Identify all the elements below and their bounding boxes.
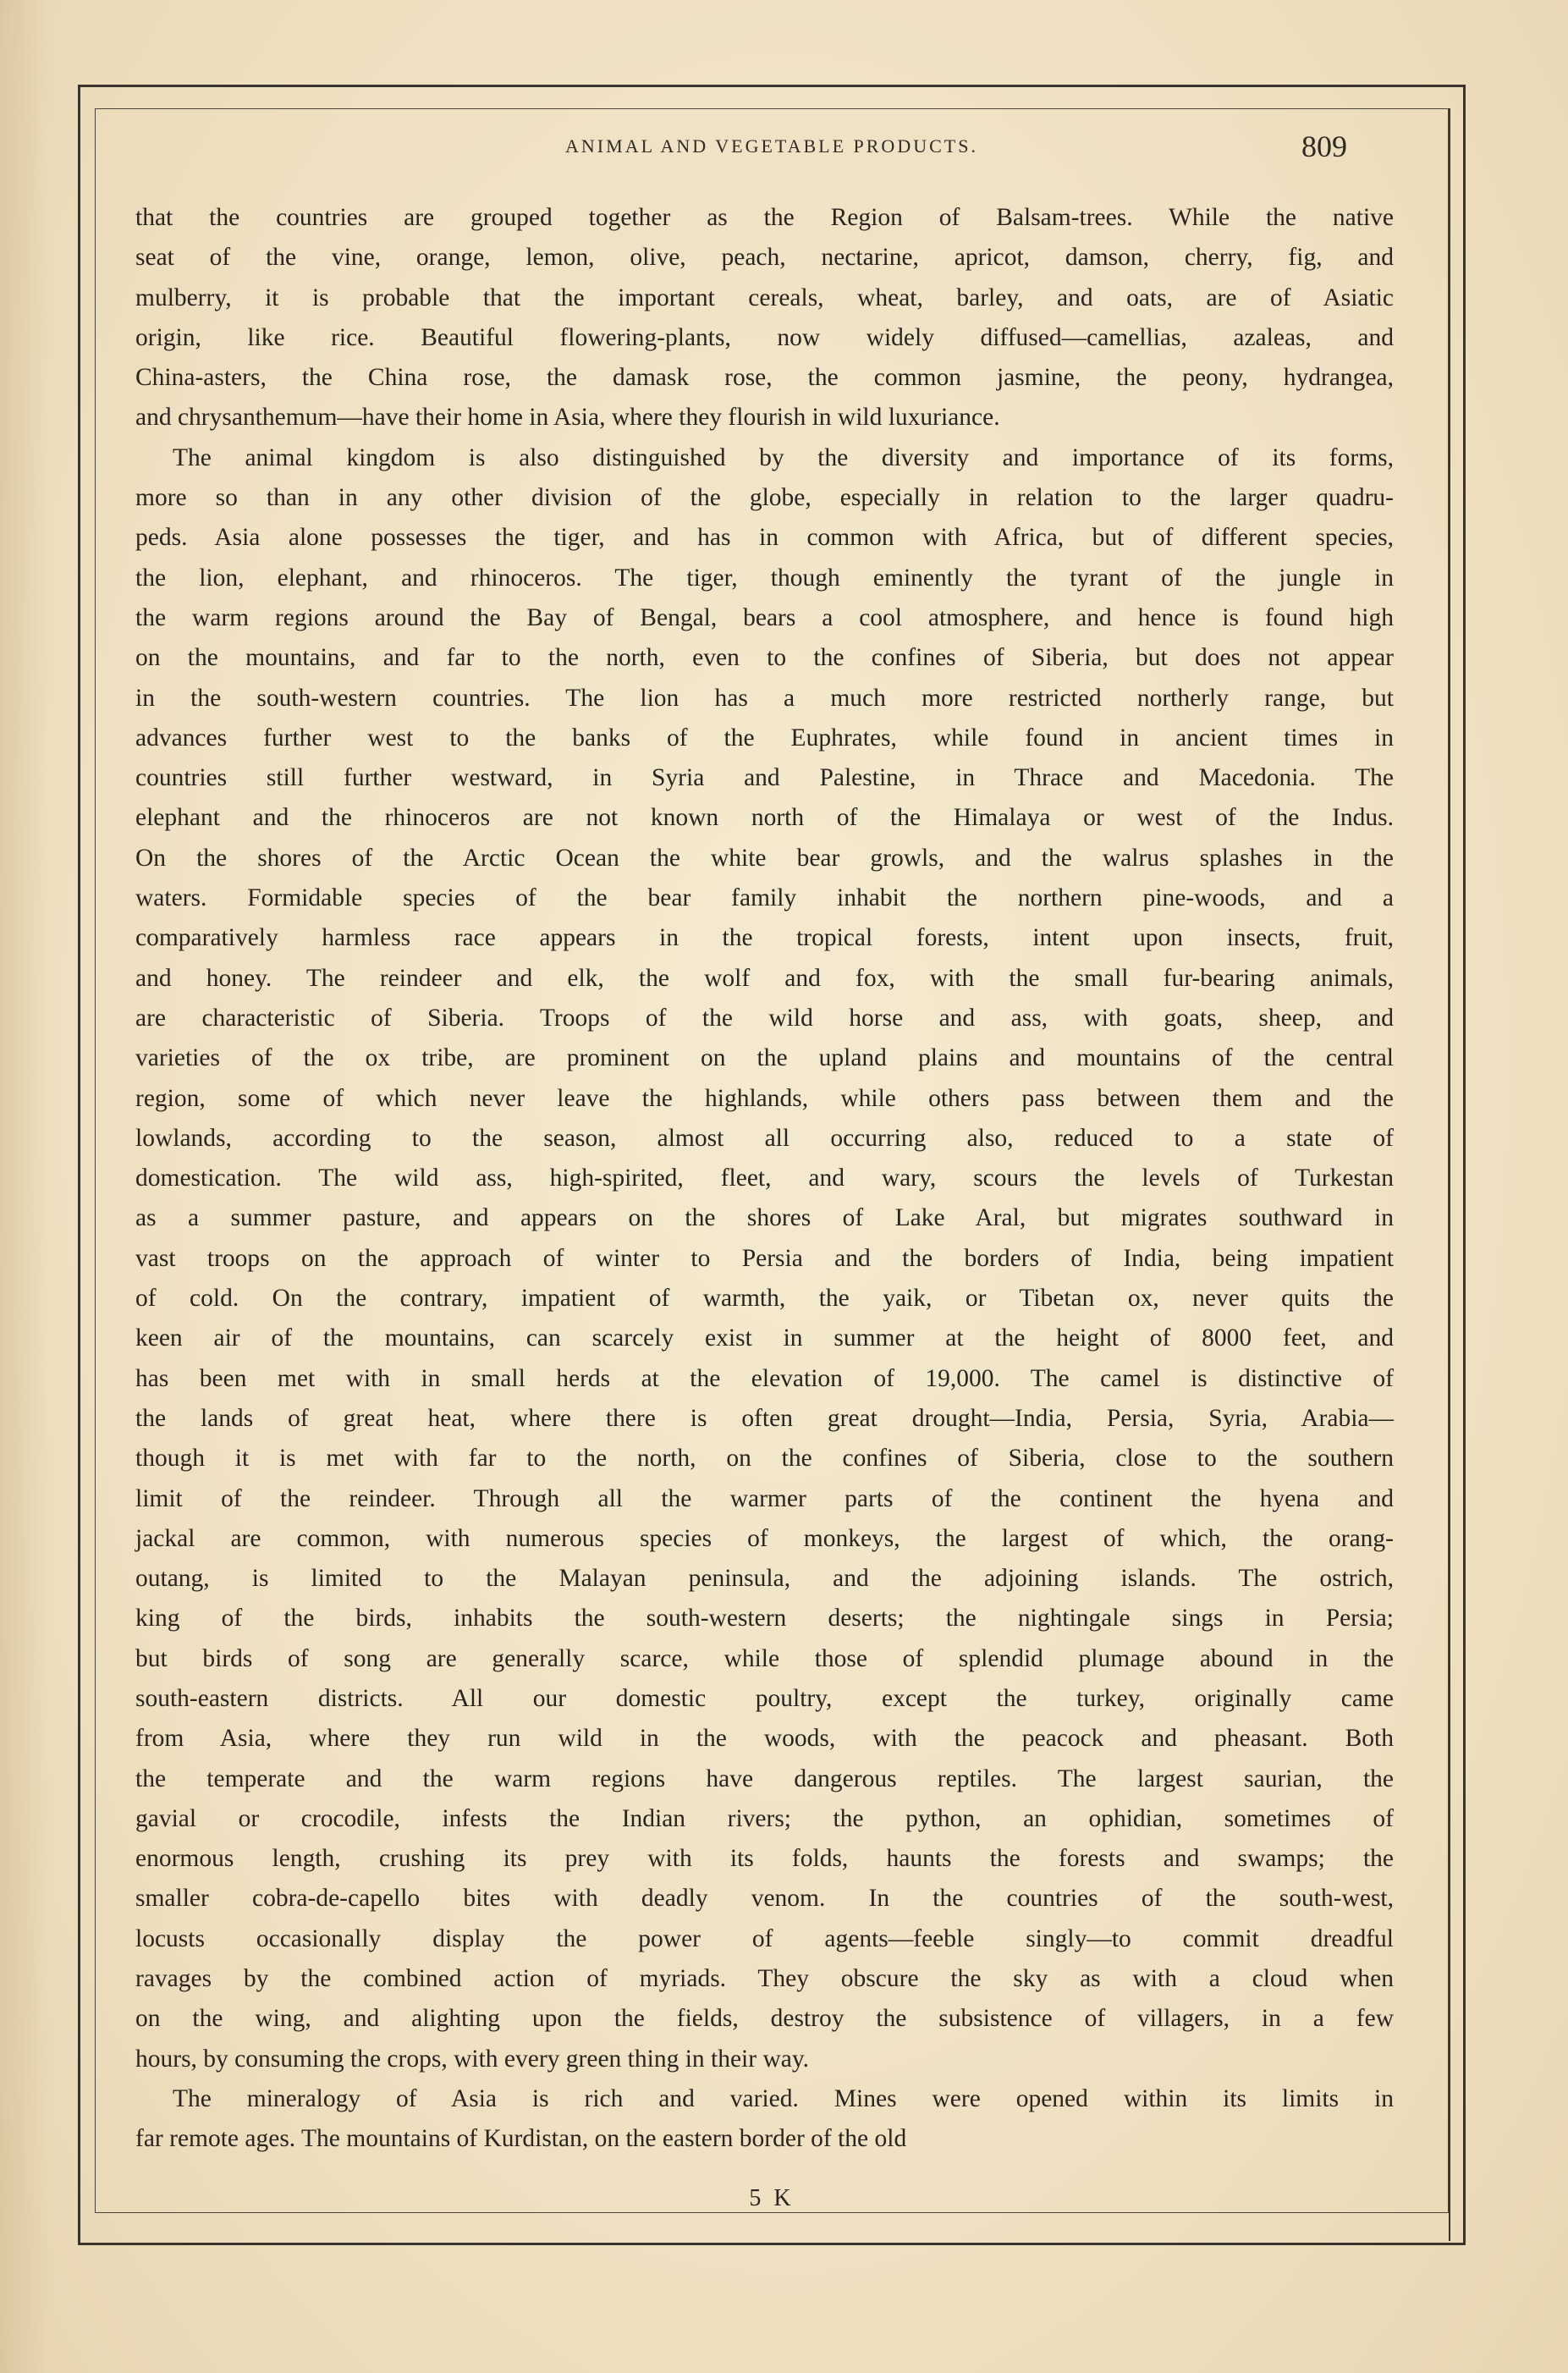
text-line: The animal kingdom is also distinguished by the diversity and importance of its forms, xyxy=(173,443,1394,471)
running-title: ANIMAL AND VEGETABLE PRODUCTS. xyxy=(565,135,978,157)
text-line: locusts occasionally display the power of agents—feeble singly—to commit dreadful xyxy=(135,1924,1394,1952)
text-line: countries still further westward, in Syria and Palestine, in Thrace and Macedonia. The xyxy=(135,764,1394,792)
text-line: that the countries are grouped together as the Region of Balsam-trees. While the native xyxy=(135,204,1394,231)
text-line: more so than in any other division of the globe, especially in relation to the larger quadru- xyxy=(135,484,1394,512)
text-line: waters. Formidable species of the bear family inhabit the northern pine-woods, and a xyxy=(135,884,1394,912)
text-line: region, some of which never leave the highlands, while others pass between them and the xyxy=(135,1084,1394,1112)
text-line: seat of the vine, orange, lemon, olive, peach, nectarine, apricot, damson, cherry, fig, and xyxy=(135,244,1394,272)
page-header xyxy=(95,129,1449,169)
text-line: from Asia, where they run wild in the woods, with the peacock and pheasant. Both xyxy=(135,1725,1394,1753)
text-line: China-asters, the China rose, the damask rose, the common jasmine, the peony, hydrangea, xyxy=(135,364,1394,392)
text-line: smaller cobra-de-capello bites with deadly venom. In the countries of the south-west, xyxy=(135,1885,1394,1913)
text-line: far remote ages. The mountains of Kurdistan, on the eastern border of the old xyxy=(135,2125,907,2153)
text-line: the warm regions around the Bay of Bengal, bears a cool atmosphere, and hence is found high xyxy=(135,603,1394,631)
text-line: king of the birds, inhabits the south-western deserts; the nightingale sings in Persia; xyxy=(135,1605,1394,1632)
page-number: 809 xyxy=(1301,129,1347,163)
text-line: south-eastern districts. All our domestic poultry, except the turkey, originally came xyxy=(135,1684,1394,1712)
text-line: keen air of the mountains, can scarcely exist in summer at the height of 8000 feet, and xyxy=(135,1324,1394,1352)
text-line: vast troops on the approach of winter to Persia and the borders of India, being impatient xyxy=(135,1244,1394,1272)
text-line: peds. Asia alone possesses the tiger, and has in common with Africa, but of different species, xyxy=(135,524,1394,552)
text-line: and honey. The reindeer and elk, the wolf and fox, with the small fur-bearing animals, xyxy=(135,964,1394,992)
text-line: gavial or crocodile, infests the Indian rivers; the python, an ophidian, sometimes of xyxy=(135,1804,1394,1832)
text-line: but birds of song are generally scarce, while those of splendid plumage abound in the xyxy=(135,1644,1394,1672)
text-line: though it is met with far to the north, on the confines of Siberia, close to the southern xyxy=(135,1445,1394,1473)
text-line: varieties of the ox tribe, are prominent on the upland plains and mountains of the central xyxy=(135,1044,1394,1072)
text-line: on the mountains, and far to the north, even to the confines of Siberia, but does not appear xyxy=(135,644,1394,672)
text-line: comparatively harmless race appears in the tropical forests, intent upon insects, fruit, xyxy=(135,924,1394,952)
text-line: enormous length, crushing its prey with its folds, haunts the forests and swamps; the xyxy=(135,1845,1394,1873)
text-line: the temperate and the warm regions have dangerous reptiles. The largest saurian, the xyxy=(135,1765,1394,1792)
text-line: elephant and the rhinoceros are not known north of the Himalaya or west of the Indus. xyxy=(135,804,1394,832)
text-line: of cold. On the contrary, impatient of warmth, the yaik, or Tibetan ox, never quits the xyxy=(135,1285,1394,1313)
text-line: ravages by the combined action of myriads. They obscure the sky as with a cloud when xyxy=(135,1965,1394,1993)
right-border-line xyxy=(1449,108,1450,2241)
text-line: has been met with in small herds at the elevation of 19,000. The camel is distinctive of xyxy=(135,1364,1394,1392)
text-line: jackal are common, with numerous species of monkeys, the largest of which, the orang- xyxy=(135,1524,1394,1552)
text-line: outang, is limited to the Malayan peninsula, and the adjoining islands. The ostrich, xyxy=(135,1565,1394,1593)
text-line: on the wing, and alighting upon the fields, destroy the subsistence of villagers, in a few xyxy=(135,2005,1394,2033)
text-line: advances further west to the banks of the Euphrates, while found in ancient times in xyxy=(135,724,1394,752)
text-line: origin, like rice. Beautiful flowering-plants, now widely diffused—camellias, azaleas, and xyxy=(135,323,1394,351)
text-line: in the south-western countries. The lion has a much more restricted northerly range, but xyxy=(135,684,1394,712)
text-line: limit of the reindeer. Through all the warmer parts of the continent the hyena and xyxy=(135,1484,1394,1512)
body-text xyxy=(135,198,1394,2160)
text-line: On the shores of the Arctic Ocean the white bear growls, and the walrus splashes in the xyxy=(135,844,1394,872)
text-line: lowlands, according to the season, almost all occurring also, reduced to a state of xyxy=(135,1124,1394,1152)
text-line: and chrysanthemum—have their home in Asia, where they flourish in wild luxuriance. xyxy=(135,404,1000,432)
text-line: domestication. The wild ass, high-spirited, fleet, and wary, scours the levels of Turkestan xyxy=(135,1164,1394,1192)
text-line: The mineralogy of Asia is rich and varied. Mines were opened within its limits in xyxy=(173,2084,1394,2112)
text-line: the lion, elephant, and rhinoceros. The tiger, though eminently the tyrant of the jungle in xyxy=(135,564,1394,592)
text-line: as a summer pasture, and appears on the shores of Lake Aral, but migrates southward in xyxy=(135,1204,1394,1232)
printer-signature: 5 K xyxy=(749,2185,795,2211)
page-edge-shadow xyxy=(0,0,51,2373)
text-line: mulberry, it is probable that the important cereals, wheat, barley, and oats, are of Asiatic xyxy=(135,284,1394,311)
text-line: hours, by consuming the crops, with every green thing in their way. xyxy=(135,2045,810,2073)
text-line: the lands of great heat, where there is often great drought—India, Persia, Syria, Arabia— xyxy=(135,1404,1394,1432)
text-line: are characteristic of Siberia. Troops of the wild horse and ass, with goats, sheep, and xyxy=(135,1004,1394,1032)
